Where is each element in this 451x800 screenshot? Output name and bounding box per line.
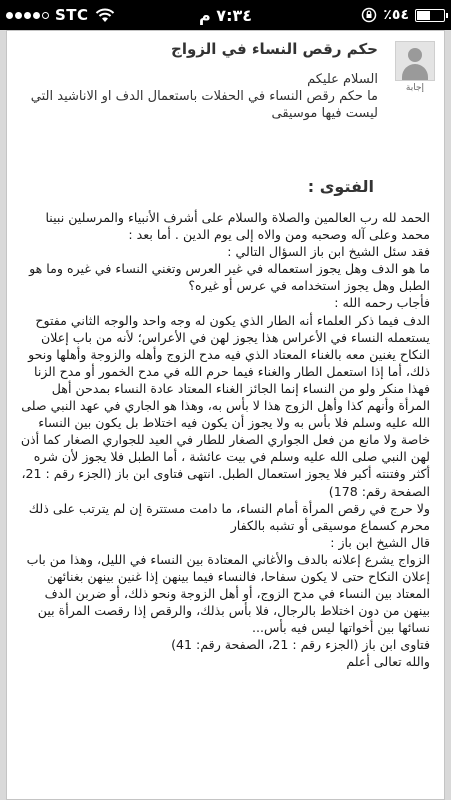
answer-paragraph: فقد سئل الشيخ ابن باز السؤال التالي :: [227, 244, 430, 260]
answer-paragraph: الزواج يشرع إعلانه بالدف والأغاني المعتادة بين النساء في الليل، وهذا من باب إعلان النكاح حتى لا يكون سفاحا، فالنساء فيما بينهن إذا غنين بينهن بغنائهن المعتاد بين النساء في مدح الزوج، أو أهل الزوجة ونحو ذلك، أو ضربن الدف بينهن من دون اختلاط بالرجال، فلا بأس بذلك، والرقص إذا رقصت المرأة بين نسائها بين أخواتها ليس فيه بأس...: [26, 551, 430, 636]
answer-paragraph: الدف فيما ذكر العلماء أنه الطار الذي يكون له وجه واحد والوجه الثاني مفتوح يستعمله النساء في الأعراس هذا يجوز لهن في الأعراس؛ لأنه من باب إعلان النكاح يغنين معه بالغناء المعتاد الذي فيه مدح الزوج وأهله والزوجة وأهلها ونحو ذلك، أما إذا استعمل الطار والغناء فيما حرم الله في مدح الخمور أو مدح الزنا فهذا منكر ولو من النساء إنما الجائز الغناء المعتاد عادة النساء بمدحن أهل المرأة وأنهم كذا وأهل الزوج هذا لا بأس به، وهذا هو الجاري في عهد النبي صلى الله عليه وسلم فلا بأس به ولا يجوز أن يكون فيه اختلاط بل يكون بين النساء خاصة ولا مانع من فعل الجواري الصغار للطار في العيد للجواري الصغار كما أذن لهن النبي صلى الله عليه وسلم في بيت عائشة ، أما الطبل فلا يجوز لأن شره أكثر وفتنته أكبر فلا يجوز استعمال الطبل. انتهى فتاوى ابن باز (الجزء رقم : 21، الصفحة رقم: 178): [20, 312, 430, 499]
answer-paragraph: ولا حرج في رقص المرأة أمام النساء، ما دامت مستترة إن لم يترتب على ذلك محرم كسماع موسيقى أو تشبه بالكفار: [28, 500, 430, 533]
battery-percent: ٥٤٪: [383, 7, 409, 23]
answer-paragraph: والله تعالى أعلم: [346, 654, 430, 670]
battery-icon: [415, 9, 445, 22]
answer-paragraph: الحمد لله رب العالمين والصلاة والسلام على أشرف الأنبياء والمرسلين نبينا محمد وعلى آله وصحبه ومن والاه إلى يوم الدين . أما بعد :: [45, 210, 430, 243]
post-title: حكم رقص النساء في الزواج: [171, 40, 378, 58]
fatwa-heading: الفتوى :: [307, 177, 374, 196]
carrier-name: STC: [55, 6, 89, 24]
avatar-body-shape: [402, 64, 428, 81]
avatar[interactable]: [395, 41, 435, 81]
rotation-lock-icon: [361, 7, 377, 23]
post-panel: [6, 30, 445, 800]
status-bar: [0, 0, 451, 30]
avatar-head-shape: [408, 48, 422, 62]
status-time: ٧:٣٤ م: [199, 6, 252, 25]
answer-paragraph: فتاوى ابن باز (الجزء رقم : 21، الصفحة رقم: 41): [171, 637, 430, 653]
question-text: ما حكم رقص النساء في الحفلات باستعمال الدف او الاناشيد التي ليست فيها موسيقى: [30, 89, 378, 121]
answer-body: [17, 209, 430, 671]
answer-paragraph: قال الشيخ ابن باز :: [330, 534, 430, 550]
question-greeting: السلام عليكم: [307, 72, 378, 87]
author-role: إجابة: [405, 83, 425, 93]
post-header: [19, 37, 378, 122]
answer-paragraph: فأجاب رحمه الله :: [334, 295, 430, 311]
author-column: [392, 41, 438, 93]
answer-paragraph: ما هو الدف وهل يجوز استعماله في غير العرس وتغني النساء في غيره وما هو الطبل وهل يجوز استخدامه في عرس أو غيره؟: [29, 261, 430, 294]
status-right: [361, 5, 445, 25]
